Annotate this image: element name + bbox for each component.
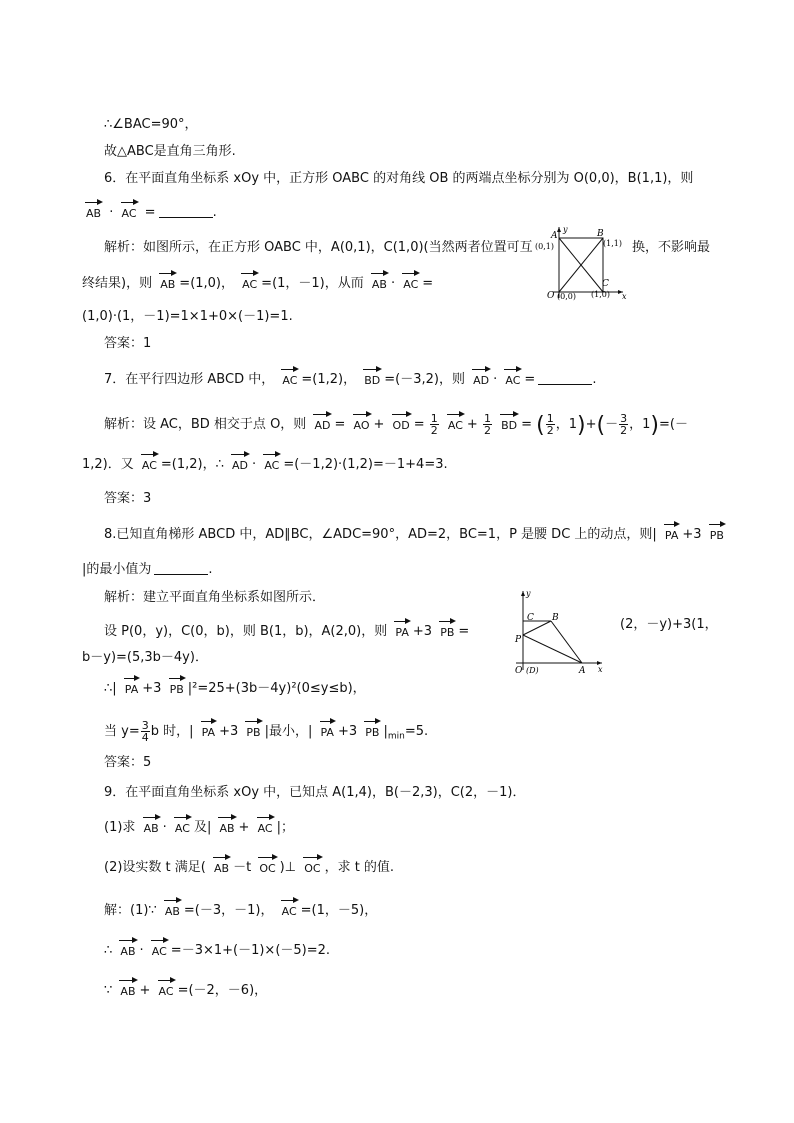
question-6-stem-cont: AB · AC = . [86,205,217,220]
vector-OC: OC [259,862,276,875]
square-figure [533,224,633,302]
fraction: $\frac{3}{4}$ [141,719,149,744]
segment-pb [523,621,551,635]
vector-OC: OC [304,862,321,875]
vector-PB: PB [709,529,724,542]
question-6-stem: 6．在平面直角坐标系 xOy 中，正方形 OABC 的对角线 OB 的两端点坐标分别为 O(0,0)，B(1,1)，则 [104,171,694,186]
vector-AB: AB [143,822,159,835]
vector-AC: AC [121,207,137,220]
question-9-solution-2: ∴ AB · AC =－3×1+(－1)×(－5)=2. [104,943,331,958]
vector-AC: AC [505,374,521,387]
text-line: 故△ABC是直角三角形. [104,144,236,159]
vector-OD: OD [392,419,410,432]
fraction: $\frac{1}{2}$ [430,412,438,437]
vector-AC: AC [141,459,157,472]
vector-PB: PB [246,726,261,739]
question-8-solution-d: ∴| PA +3 PB |²=25+(3b－4y)²(0≤y≤b)， [104,681,366,696]
question-6-solution-cont: 终结果)，则 AB =(1,0)， AC =(1，－1)，从而 AB · AC = [82,276,434,291]
vector-AB: AB [371,278,387,291]
vector-AB: AB [164,905,180,918]
point-o-label: O [515,666,523,676]
vector-AB: AB [214,862,230,875]
vector-AC: AC [282,374,298,387]
vector-AB: AB [160,278,176,291]
vector-PA: PA [320,726,334,739]
vector-AB: AB [120,945,136,958]
question-8-solution: 解析：建立平面直角坐标系如图所示． [104,590,326,605]
question-9-part-2: (2)设实数 t 满足( AB －t OC )⊥ OC ，求 t 的值. [104,860,395,875]
point-c-label: C [527,613,534,623]
question-8-solution-b: 设 P(0，y)，C(0，b)，则 B(1，b)，A(2,0)，则 PA +3 PB = [104,624,470,639]
vector-AB: AB [219,822,235,835]
point-c-label: C [602,279,609,289]
question-7-stem: 7．在平行四边形 ABCD 中， AC =(1,2)， BD =(－3,2)，则 AD · AC = . [104,372,597,387]
vector-BD: BD [364,374,381,387]
question-6-solution-end: 换，不影响最 [632,240,711,255]
vector-PA: PA [201,726,216,739]
y-axis-label: y [526,589,531,598]
vector-AC: AC [403,278,419,291]
x-axis-label: x [622,292,627,301]
answer-blank [154,562,208,575]
vector-AC: AC [242,278,258,291]
text-line: ∴∠BAC=90°， [104,117,198,132]
question-8-solution-b-end: (2，－y)+3(1， [620,617,718,632]
vector-AD: AD [314,419,331,432]
vector-AD: AD [232,459,249,472]
question-8-solution-e: 当 y= $\frac{3}{4}$ b 时，| PA +3 PB |最小，| PA +3 PB $|_{min}=5$. [104,719,429,744]
question-8-stem-cont: |的最小值为 . [82,562,213,577]
answer-blank [159,205,213,218]
segment-pa [523,635,582,663]
vector-PB: PB [365,726,380,739]
vector-PA: PA [395,626,409,639]
point-p-label: P [515,635,522,645]
question-8-answer: 答案：5 [104,755,152,770]
vector-PB: PB [169,683,184,696]
vector-AC: AC [281,905,297,918]
point-d-label: (D) [526,666,539,675]
question-9-solution-1: 解：(1)∵ AB =(－3，－1)， AC =(1，－5)， [104,903,378,918]
vector-AB: AB [86,207,102,220]
question-6-solution: 解析：如图所示，在正方形 OABC 中，A(0,1)，C(1,0)(当然两者位置可互 [104,240,533,255]
vector-PB: PB [440,626,455,639]
point-b-coord: (1,1) [603,239,622,248]
vector-AC: AC [257,822,273,835]
question-7-solution: 解析：设 AC，BD 相交于点 O，则 AD = AO + OD = $\frac{1}{2}$ AC + $\frac{1}{2}$ BD = ( $\frac{1}{2}$ ，1)+(－ $\frac{3}{2}$ ，1)=(－ [104,412,688,438]
x-axis-label: x [598,665,603,674]
vector-AC: AC [174,822,190,835]
point-a-label: A [579,666,586,676]
vector-AO: AO [353,419,370,432]
vector-PA: PA [664,529,679,542]
question-6-answer: 答案：1 [104,336,152,351]
vector-BD: BD [501,419,518,432]
fraction: $\frac{1}{2}$ [483,412,491,437]
answer-blank [538,372,592,385]
vector-AC: AC [264,459,280,472]
question-7-solution-cont: 1,2)．又 AC =(1,2)，∴ AD · AC =(－1,2)·(1,2)=－1+4=3. [82,457,448,472]
question-9-stem: 9．在平面直角坐标系 xOy 中，已知点 A(1,4)，B(－2,3)，C(2，－1)． [104,785,526,800]
vector-AC: AC [151,945,167,958]
point-a-coord: (0,1) [535,242,554,251]
vector-AC: AC [158,985,174,998]
y-axis-label: y [563,225,568,234]
question-9-part-1: (1)求 AB · AC 及| AB + AC |； [104,820,294,835]
question-6-solution-result: (1,0)·(1，－1)=1×1+0×(－1)=1. [82,309,293,324]
point-c-coord: (1,0) [591,290,610,299]
point-b-label: B [597,229,604,239]
vector-AD: AD [473,374,490,387]
question-9-solution-3: ∵ AB + AC =(－2，－6)， [104,983,268,998]
point-a-label: A [551,231,558,241]
point-o-coord: (0,0) [557,292,576,301]
question-8-solution-c: b－y)=(5,3b－4y)． [82,650,208,665]
question-8-stem: 8.已知直角梯形 ABCD 中，AD∥BC，∠ADC=90°，AD=2，BC=1，P 是腰 DC 上的动点，则| PA +3 PB [104,527,724,542]
vector-PA: PA [124,683,139,696]
point-b-label: B [552,613,559,623]
trapezoid-figure [506,588,606,676]
question-7-answer: 答案：3 [104,491,152,506]
point-o-label: O [547,291,555,301]
segment-ba [551,621,582,663]
vector-AB: AB [120,985,136,998]
vector-AC: AC [447,419,463,432]
